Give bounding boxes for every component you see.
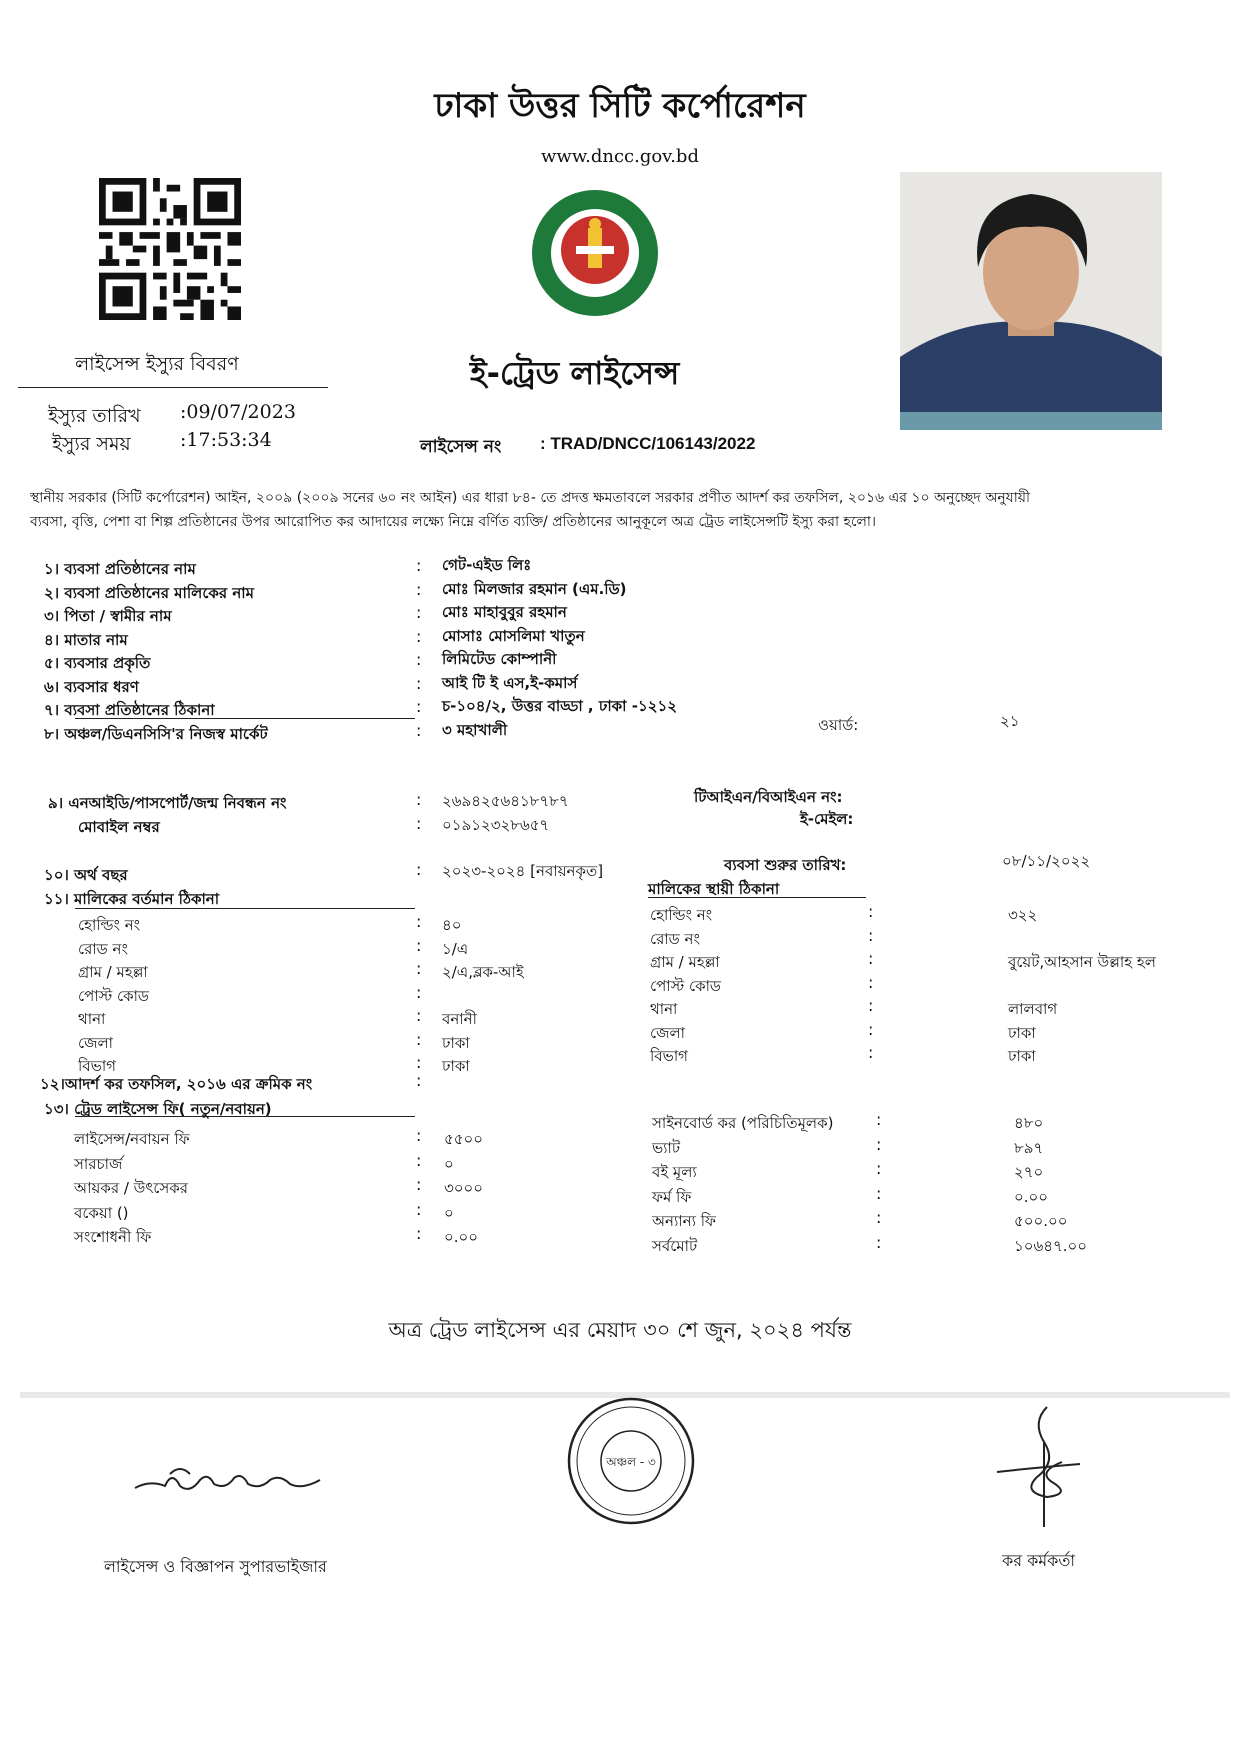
detail-value: আই টি ই এস,ই-কমার্স: [442, 673, 578, 692]
colon: :: [416, 1053, 422, 1072]
present-address-label: রোড নং: [78, 939, 128, 958]
mobile-value: ০১৯১২৩২৮৬৫৭: [442, 816, 550, 834]
fee-value: ০.০০: [1014, 1187, 1049, 1206]
license-no-label: লাইসেন্স নং: [420, 437, 502, 457]
fee-value: ০: [444, 1203, 454, 1222]
organization-name: ঢাকা উত্তর সিটি কর্পোরেশন: [434, 86, 806, 126]
colon: :: [416, 982, 422, 1002]
fiscal-year-label: ১০। অর্থ বছর: [44, 866, 128, 884]
colon: :: [416, 1126, 422, 1145]
divider: [18, 387, 328, 388]
colon: :: [416, 697, 422, 716]
colon: :: [868, 1019, 874, 1039]
colon: :: [416, 720, 422, 740]
divider: [75, 718, 415, 719]
detail-value: গেট-এইড লিঃ: [442, 556, 532, 574]
present-address-value: ২/এ,ব্লক-আই: [442, 963, 524, 981]
fee-label: অন্যান্য ফি: [652, 1212, 716, 1230]
present-address-label: থানা: [78, 1010, 106, 1028]
nid-label: ৯। এনআইডি/পাসপোর্ট/জন্ম নিবন্ধন নং: [48, 794, 287, 812]
fee-value: ৫০০.০০: [1014, 1212, 1068, 1230]
present-address-value: ঢাকা: [442, 1033, 470, 1052]
colon: :: [416, 814, 422, 833]
colon: :: [876, 1208, 882, 1227]
detail-label: ৫। ব্যবসার প্রকৃতি: [44, 654, 151, 672]
tax-schedule-serial-label: ১২।আদর্শ কর তফসিল, ২০১৬ এর ক্রমিক নং: [40, 1075, 313, 1093]
issue-date-label: ইস্যুর তারিখ: [48, 405, 141, 427]
detail-value: লিমিটেড কোম্পানী: [442, 650, 557, 668]
permanent-address-value: ঢাকা: [1008, 1047, 1036, 1065]
detail-label: ৮। অঞ্চল/ডিএনসিসি'র নিজস্ব মার্কেট: [44, 724, 268, 743]
detail-label: ৩। পিতা / স্বামীর নাম: [44, 607, 172, 625]
divider: [648, 897, 866, 898]
colon: :: [416, 1150, 422, 1170]
detail-label: ৬। ব্যবসার ধরণ: [44, 677, 139, 696]
colon: :: [868, 996, 874, 1015]
present-address-heading: ১১। মালিকের বর্তমান ঠিকানা: [44, 890, 220, 908]
fee-label: সাইনবোর্ড কর (পরিচিতিমূলক): [652, 1114, 834, 1132]
document-title: ই-ট্রেড লাইসেন্স: [470, 354, 680, 392]
issue-time-label: ইস্যুর সময়: [52, 433, 131, 455]
present-address-label: গ্রাম / মহল্লা: [78, 963, 148, 981]
colon: :: [416, 1175, 422, 1194]
colon: :: [416, 1199, 422, 1219]
divider: [75, 1116, 415, 1117]
permanent-address-value: ঢাকা: [1008, 1023, 1036, 1042]
colon: :: [416, 650, 422, 669]
colon: :: [868, 925, 874, 945]
fee-label: লাইসেন্স/নবায়ন ফি: [74, 1130, 190, 1148]
preamble-line-2: ব্যবসা, বৃত্তি, পেশা বা শিল্প প্রতিষ্ঠানের উপর আরোপিত কর আদায়ের লক্ষ্যে নিম্নে বর্ণিত ব্যক্তি/ প্রতিষ্ঠানের আনুকূলে অত্র ট্রেড লাইসেন্সটি ইস্যু করা হলো।: [30, 514, 876, 530]
colon: :: [416, 860, 422, 879]
website-url: www.dncc.gov.bd: [541, 146, 699, 167]
colon: :: [416, 912, 422, 931]
supervisor-signature: [130, 1450, 330, 1510]
colon: :: [416, 1071, 422, 1090]
colon: :: [416, 556, 422, 575]
fee-label: আয়কর / উৎসেকর: [74, 1179, 189, 1197]
fee-value: ০: [444, 1154, 454, 1173]
detail-value: মোঃ মাহাবুবুর রহমান: [442, 603, 567, 621]
colon: :: [416, 790, 422, 809]
seal-text: অঞ্চল - ৩: [606, 1455, 656, 1469]
detail-value: মোঃ মিলজার রহমান (এম.ডি): [442, 579, 627, 598]
zone-seal-stamp: [566, 1396, 696, 1526]
validity-statement: অত্র ট্রেড লাইসেন্স এর মেয়াদ ৩০ শে জুন, ২০২৪ পর্যন্ত: [388, 1318, 852, 1342]
detail-label: ৪। মাতার নাম: [44, 630, 128, 649]
fiscal-year-value: ২০২৩-২০২৪ [নবায়নকৃত]: [442, 862, 604, 880]
detail-value: ৩ মহাখালী: [442, 720, 508, 739]
fees-heading: ১৩। ট্রেড লাইসেন্স ফি( নতুন/নবায়ন): [44, 1100, 272, 1118]
permanent-address-label: থানা: [650, 1000, 678, 1018]
colon: :: [868, 1043, 874, 1062]
nid-value: ২৬৯৪২৫৬৪১৮৭৮৭: [442, 792, 569, 810]
fee-label: সারচার্জ: [74, 1154, 123, 1173]
detail-label: ১। ব্যবসা প্রতিষ্ঠানের নাম: [44, 560, 196, 578]
detail-label: ৭। ব্যবসা প্রতিষ্ঠানের ঠিকানা: [44, 701, 215, 719]
fee-value: ০.০০: [444, 1228, 479, 1246]
colon: :: [876, 1159, 882, 1178]
fee-label: সর্বমোট: [652, 1236, 698, 1255]
license-no-value: : TRAD/DNCC/106143/2022: [540, 434, 756, 453]
colon: :: [416, 959, 422, 978]
present-address-value: ঢাকা: [442, 1057, 470, 1075]
permanent-address-value: লালবাগ: [1008, 1000, 1058, 1018]
colon: :: [416, 673, 422, 693]
present-address-label: হোল্ডিং নং: [78, 916, 141, 934]
present-address-label: জেলা: [78, 1033, 114, 1052]
business-start-label: ব্যবসা শুরুর তারিখ:: [724, 856, 847, 874]
tax-officer-title: কর কর্মকর্তা: [1002, 1551, 1075, 1570]
permanent-address-label: বিভাগ: [650, 1047, 688, 1065]
fee-label: বকেয়া (): [74, 1203, 129, 1222]
fee-label: ফর্ম ফি: [652, 1187, 692, 1206]
present-address-label: বিভাগ: [78, 1057, 116, 1075]
fee-value: ৫৫০০: [444, 1130, 483, 1148]
ward-label: ওয়ার্ড:: [818, 716, 859, 734]
permanent-address-label: জেলা: [650, 1023, 686, 1042]
permanent-address-label: রোড নং: [650, 929, 700, 948]
ward-value: ২১: [1000, 712, 1020, 730]
fee-label: ভ্যাট: [652, 1138, 681, 1157]
issue-date-value: :09/07/2023: [180, 401, 296, 423]
permanent-address-label: গ্রাম / মহল্লা: [650, 953, 720, 971]
permanent-address-heading: মালিকের স্থায়ী ঠিকানা: [648, 880, 780, 898]
permanent-address-value: বুয়েট,আহসান উল্লাহ হল: [1008, 953, 1156, 971]
detail-value: চ-১০৪/২, উত্তর বাড্ডা , ঢাকা -১২১২: [442, 697, 677, 715]
permanent-address-label: হোল্ডিং নং: [650, 906, 713, 924]
fee-value: ২৭০: [1014, 1163, 1044, 1181]
colon: :: [868, 972, 874, 992]
issue-time-value: :17:53:34: [180, 429, 272, 451]
colon: :: [876, 1232, 882, 1252]
colon: :: [416, 935, 422, 955]
present-address-value: ১/এ: [442, 939, 469, 958]
colon: :: [416, 626, 422, 646]
supervisor-title: লাইসেন্স ও বিজ্ঞাপন সুপারভাইজার: [104, 1557, 327, 1576]
email-label: ই-মেইল:: [800, 810, 854, 828]
issue-details-heading: লাইসেন্স ইস্যুর বিবরণ: [75, 353, 239, 375]
permanent-address-label: পোস্ট কোড: [650, 976, 721, 995]
present-address-label: পোস্ট কোড: [78, 986, 149, 1005]
permanent-address-value: ৩২২: [1008, 906, 1038, 924]
fee-label: সংশোধনী ফি: [74, 1228, 152, 1246]
owner-photo: [900, 172, 1162, 430]
fee-value: ১০৬৪৭.০০: [1014, 1236, 1087, 1255]
colon: :: [868, 949, 874, 968]
colon: :: [416, 1029, 422, 1049]
colon: :: [868, 902, 874, 921]
present-address-value: বনানী: [442, 1010, 477, 1028]
colon: :: [416, 579, 422, 599]
fee-value: ৩০০০: [444, 1179, 484, 1197]
tin-label: টিআইএন/বিআইএন নং:: [694, 788, 843, 806]
fee-label: বই মূল্য: [652, 1163, 697, 1181]
fee-value: ৪৮০: [1014, 1114, 1044, 1132]
preamble-line-1: স্থানীয় সরকার (সিটি কর্পোরেশন) আইন, ২০০৯ (২০০৯ সনের ৬০ নং আইন) এর ধারা ৮৪- তে প্রদত্ত ক্ষমতাবলে সরকার প্রণীত আদর্শ কর তফসিল, ২০১৬ এর ১০ অনুচ্ছেদ অনুযায়ী: [30, 490, 1031, 506]
detail-label: ২। ব্যবসা প্রতিষ্ঠানের মালিকের নাম: [44, 583, 254, 602]
colon: :: [416, 1006, 422, 1025]
present-address-value: ৪০: [442, 916, 462, 934]
dncc-emblem-logo: [530, 188, 660, 318]
divider: [75, 908, 415, 909]
fee-value: ৮৯৭: [1014, 1138, 1044, 1157]
colon: :: [416, 1224, 422, 1243]
mobile-label: মোবাইল নম্বর: [78, 818, 160, 836]
colon: :: [876, 1134, 882, 1154]
colon: :: [876, 1183, 882, 1203]
business-start-value: ০৮/১১/২০২২: [1002, 852, 1091, 870]
colon: :: [876, 1110, 882, 1129]
qr-code: [92, 178, 248, 320]
tax-officer-signature: [992, 1402, 1082, 1532]
detail-value: মোসাঃ মোসলিমা খাতুন: [442, 626, 585, 645]
colon: :: [416, 603, 422, 622]
